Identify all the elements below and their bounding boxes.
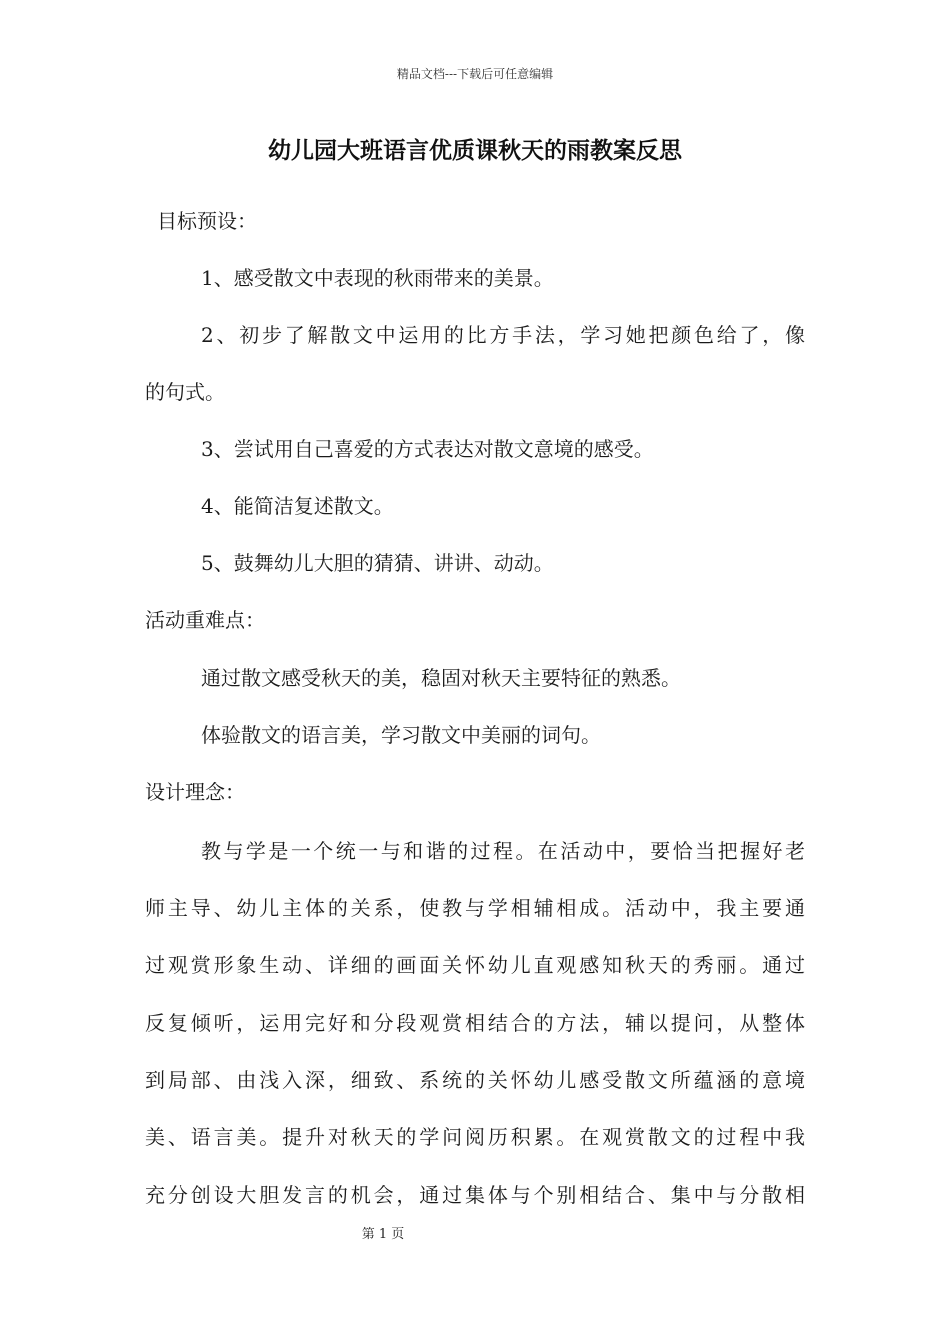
paragraph-design-line-5: 到局部、由浅入深，细致、系统的关怀幼儿感受散文所蕴涵的意境 — [145, 1068, 805, 1092]
paragraph-goal-3: 3、尝试用自己喜爱的方式表达对散文意境的感受。 — [201, 437, 654, 461]
paragraph-goal-2-cont: 的句式。 — [145, 380, 225, 404]
page-number: 第 1 页 — [361, 1227, 405, 1242]
section-heading-design-concept: 设计理念： — [145, 780, 245, 804]
paragraph-goal-1: 1、感受散文中表现的秋雨带来的美景。 — [201, 266, 554, 290]
paragraph-key-point-2: 体验散文的语言美，学习散文中美丽的词句。 — [201, 723, 601, 747]
paragraph-design-line-3: 过观赏形象生动、详细的画面关怀幼儿直观感知秋天的秀丽。通过 — [145, 953, 805, 977]
paragraph-goal-4: 4、能简洁复述散文。 — [201, 494, 394, 518]
section-heading-goals: 目标预设： — [157, 209, 257, 233]
document-title: 幼儿园大班语言优质课秋天的雨教案反思 — [268, 137, 682, 164]
paragraph-key-point-1: 通过散文感受秋天的美，稳固对秋天主要特征的熟悉。 — [201, 666, 681, 690]
paragraph-goal-5: 5、鼓舞幼儿大胆的猜猜、讲讲、动动。 — [201, 551, 554, 575]
paragraph-design-line-2: 师主导、幼儿主体的关系，使教与学相辅相成。活动中，我主要通 — [145, 896, 805, 920]
header-note: 精品文档---下载后可任意编辑 — [396, 67, 554, 81]
section-heading-key-points: 活动重难点： — [145, 608, 265, 632]
paragraph-design-line-4: 反复倾听，运用完好和分段观赏相结合的方法，辅以提问，从整体 — [145, 1011, 805, 1035]
paragraph-design-line-7: 充分创设大胆发言的机会，通过集体与个别相结合、集中与分散相 — [145, 1183, 805, 1207]
paragraph-goal-2: 2、初步了解散文中运用的比方手法，学习她把颜色给了，像 — [201, 323, 805, 347]
paragraph-design-line-1: 教与学是一个统一与和谐的过程。在活动中，要恰当把握好老 — [201, 839, 805, 863]
paragraph-design-line-6: 美、语言美。提升对秋天的学问阅历积累。在观赏散文的过程中我 — [145, 1125, 805, 1149]
